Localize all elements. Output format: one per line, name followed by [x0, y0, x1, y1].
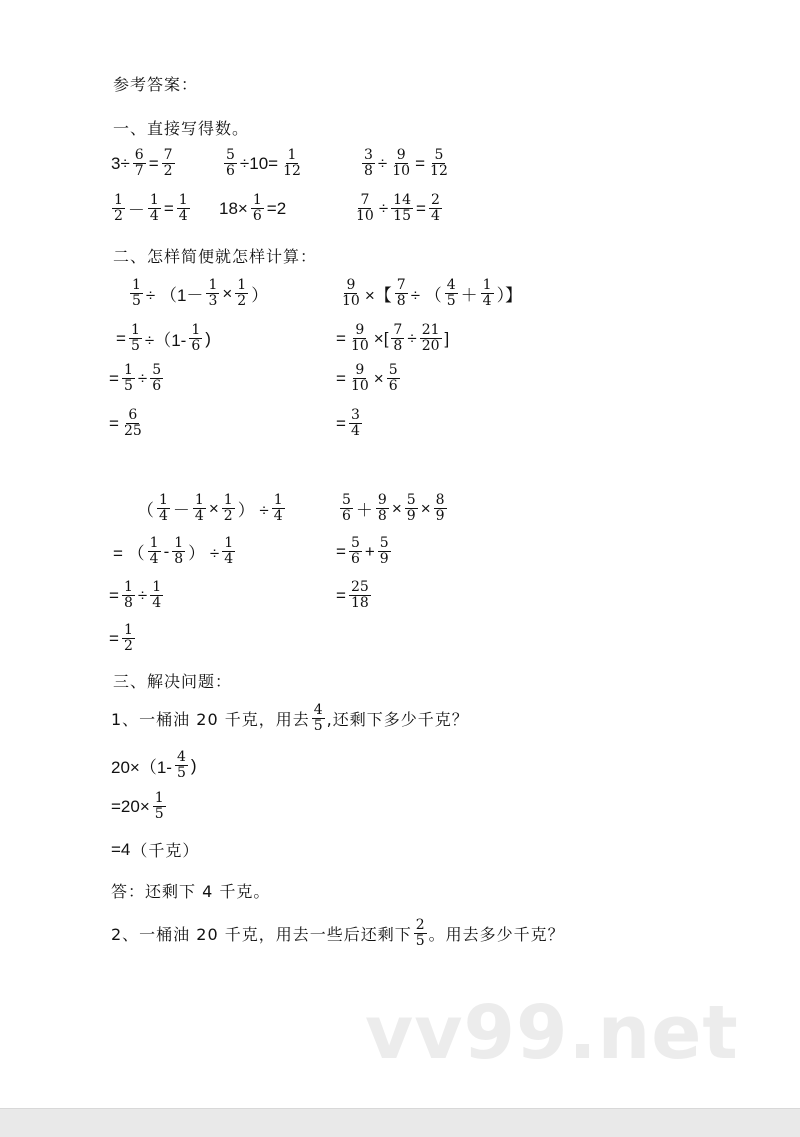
math-expression — [110, 750, 198, 781]
expression-text: 2、一桶油 20 千克，用去一些后还剩下 — [111, 925, 412, 944]
numerator: 1 — [114, 192, 123, 208]
numerator: 1 — [273, 492, 283, 508]
math-expression — [115, 323, 212, 354]
fraction — [224, 148, 237, 179]
fraction — [222, 536, 235, 567]
denominator: 4 — [194, 508, 204, 524]
numerator: 2 — [415, 917, 425, 933]
denominator: 2 — [163, 163, 173, 179]
math-expression — [108, 363, 165, 394]
denominator: 15 — [393, 208, 411, 224]
fraction — [193, 493, 206, 524]
fraction — [349, 408, 362, 439]
numerator: 14 — [393, 192, 411, 208]
expression-text: ) — [205, 328, 211, 348]
denominator: 18 — [350, 595, 369, 611]
expression-text: = — [116, 328, 126, 348]
denominator: 2 — [237, 293, 247, 309]
numerator: 5 — [350, 535, 360, 551]
fraction — [405, 493, 418, 524]
expression-text: － — [172, 501, 190, 520]
numerator: 8 — [435, 492, 445, 508]
fraction — [395, 278, 408, 309]
fraction — [340, 493, 353, 524]
denominator: 4 — [430, 208, 440, 224]
denominator: 20 — [421, 338, 440, 354]
fraction — [235, 278, 248, 309]
numerator: 1 — [149, 192, 159, 208]
expression-text: ÷10= — [239, 153, 279, 173]
fraction — [251, 193, 264, 224]
fraction — [391, 323, 404, 354]
expression-text: ÷ （1－ — [145, 286, 204, 305]
fraction — [378, 536, 391, 567]
numerator: 4 — [176, 749, 186, 765]
denominator: 5 — [154, 806, 164, 822]
fraction — [414, 918, 427, 949]
fraction — [112, 193, 125, 224]
math-expression — [335, 323, 450, 354]
expression-text: ÷ — [378, 198, 389, 218]
expression-text: = — [109, 628, 119, 648]
denominator: 10 — [356, 208, 374, 224]
expression-text: - — [163, 541, 170, 561]
numerator: 1 — [152, 579, 162, 595]
denominator: 4 — [159, 508, 168, 524]
denominator: 4 — [178, 208, 188, 224]
fraction — [481, 278, 494, 309]
expression-text: ） ÷ — [237, 501, 269, 520]
expression-text: ）】 — [496, 286, 523, 305]
expression-text: ＋ — [460, 286, 478, 305]
expression-text: ÷（1- — [144, 331, 187, 350]
numerator: 3 — [364, 147, 373, 163]
expression-text: =4 — [111, 839, 131, 859]
fraction — [391, 193, 413, 224]
fraction — [445, 278, 458, 309]
numerator: 1 — [224, 535, 234, 551]
expression-text: （ — [137, 501, 154, 520]
fraction — [150, 580, 163, 611]
expression-text: = — [109, 413, 119, 433]
numerator: 4 — [446, 277, 456, 293]
fraction — [376, 493, 389, 524]
q1-answer: 答：还剩下 4 千克。 — [111, 882, 271, 901]
expression-text: × — [373, 368, 384, 388]
denominator: 25 — [123, 423, 142, 439]
math-expression — [110, 193, 192, 224]
expression-text: ÷ — [137, 585, 148, 605]
numerator: 1 — [191, 322, 201, 338]
numerator: 1 — [159, 492, 168, 508]
watermark: vv99.net — [365, 990, 739, 1076]
math-expression — [112, 536, 237, 567]
denominator: 2 — [123, 638, 133, 654]
denominator: 6 — [226, 163, 235, 179]
fraction — [122, 363, 135, 394]
expression-text: = — [336, 413, 346, 433]
denominator: 6 — [388, 378, 398, 394]
fraction — [428, 148, 450, 179]
denominator: 4 — [273, 508, 283, 524]
denominator: 8 — [396, 293, 406, 309]
math-expression — [338, 278, 523, 309]
fraction — [362, 148, 375, 179]
expression-text: = — [336, 585, 346, 605]
numerator: 9 — [346, 277, 356, 293]
expression-text: × — [391, 498, 402, 518]
fraction — [177, 193, 190, 224]
fraction — [133, 148, 146, 179]
math-expression — [352, 193, 444, 224]
expression-text: = — [109, 585, 119, 605]
math-expression — [110, 838, 199, 861]
section1-heading: 一、直接写得数。 — [113, 119, 250, 138]
denominator: 5 — [415, 933, 425, 949]
math-expression — [110, 791, 168, 822]
denominator: 9 — [406, 508, 416, 524]
expression-text: = — [336, 368, 346, 388]
fraction — [387, 363, 400, 394]
fraction — [175, 750, 188, 781]
denominator: 7 — [134, 163, 144, 179]
fraction — [349, 363, 371, 394]
fraction — [122, 623, 135, 654]
expression-text: = — [416, 198, 426, 218]
expression-text: ＋ — [355, 501, 373, 520]
numerator: 5 — [406, 492, 416, 508]
numerator: 9 — [355, 322, 365, 338]
numerator: 1 — [132, 277, 141, 293]
denominator: 4 — [224, 551, 234, 567]
numerator: 1 — [123, 362, 133, 378]
expression-text: ÷ — [137, 368, 148, 388]
denominator: 12 — [430, 163, 448, 179]
math-expression — [360, 148, 452, 179]
fraction — [349, 536, 362, 567]
section3-heading: 三、解决问题： — [113, 672, 233, 691]
numerator: 1 — [194, 492, 204, 508]
denominator: 4 — [482, 293, 492, 309]
expression-text: = — [336, 541, 346, 561]
math-expression — [108, 580, 165, 611]
numerator: 6 — [134, 147, 144, 163]
denominator: 5 — [313, 718, 323, 734]
denominator: 12 — [283, 163, 301, 179]
numerator: 25 — [350, 579, 369, 595]
math-expression — [128, 278, 269, 309]
numerator: 1 — [287, 147, 297, 163]
section2-heading: 二、怎样简便就怎样计算： — [113, 247, 318, 266]
denominator: 5 — [123, 378, 133, 394]
numerator: 1 — [130, 322, 140, 338]
fraction — [150, 363, 163, 394]
denominator: 6 — [350, 551, 360, 567]
denominator: 5 — [446, 293, 456, 309]
fraction — [129, 323, 142, 354]
numerator: 9 — [396, 147, 406, 163]
expression-text: ×[ — [373, 328, 389, 348]
fraction — [162, 148, 175, 179]
numerator: 1 — [149, 535, 159, 551]
expression-text: ÷ （ — [410, 286, 442, 305]
expression-text: 3÷ — [111, 153, 130, 173]
denominator: 9 — [435, 508, 445, 524]
denominator: 10 — [350, 378, 369, 394]
numerator: 7 — [393, 322, 403, 338]
fraction — [312, 703, 325, 734]
expression-text: =2 — [266, 198, 287, 218]
expression-text: 。用去多少千克？ — [428, 925, 565, 944]
expression-text: ×【 — [364, 286, 392, 305]
math-expression — [111, 703, 469, 734]
math-expression — [111, 918, 565, 949]
numerator: 3 — [350, 407, 360, 423]
denominator: 8 — [377, 508, 387, 524]
expression-text: ) — [190, 755, 197, 775]
denominator: 4 — [149, 208, 159, 224]
bottom-bar — [0, 1108, 800, 1137]
expression-text: （千克） — [131, 841, 200, 860]
numerator: 1 — [482, 277, 492, 293]
expression-text: =20× — [111, 796, 150, 816]
numerator: 4 — [313, 702, 323, 718]
denominator: 5 — [132, 293, 141, 309]
math-expression — [110, 148, 177, 179]
expression-text: = — [148, 153, 159, 173]
expression-text: 18× — [219, 198, 248, 218]
numerator: 1 — [223, 492, 233, 508]
math-expression — [335, 408, 364, 439]
denominator: 4 — [149, 551, 159, 567]
expression-text: = （ — [113, 544, 145, 563]
denominator: 8 — [393, 338, 403, 354]
math-expression — [108, 623, 137, 654]
expression-text: × — [420, 498, 431, 518]
denominator: 6 — [152, 378, 162, 394]
numerator: 1 — [178, 192, 188, 208]
numerator: 5 — [342, 492, 351, 508]
fraction — [222, 493, 235, 524]
fraction — [272, 493, 285, 524]
denominator: 10 — [392, 163, 411, 179]
expression-text: ÷ — [407, 328, 417, 348]
math-expression — [335, 580, 373, 611]
denominator: 5 — [130, 338, 140, 354]
numerator: 5 — [388, 362, 398, 378]
numerator: 5 — [379, 535, 389, 551]
numerator: 7 — [360, 192, 370, 208]
fraction — [349, 580, 371, 611]
expression-text: × — [222, 283, 233, 303]
expression-text: 20×（1- — [111, 758, 172, 777]
expression-text: ） — [251, 286, 269, 305]
fraction — [340, 278, 362, 309]
numerator: 5 — [152, 362, 162, 378]
math-expression — [335, 363, 402, 394]
denominator: 3 — [208, 293, 218, 309]
fraction — [172, 536, 185, 567]
fraction — [189, 323, 202, 354]
denominator: 2 — [223, 508, 233, 524]
expression-text: = — [109, 368, 119, 388]
denominator: 2 — [114, 208, 123, 224]
numerator: 1 — [252, 192, 262, 208]
numerator: 1 — [174, 535, 184, 551]
denominator: 6 — [342, 508, 351, 524]
fraction — [148, 193, 161, 224]
denominator: 9 — [379, 551, 389, 567]
expression-text: = — [163, 198, 174, 218]
expression-text: = — [415, 153, 426, 173]
fraction — [122, 580, 135, 611]
numerator: 6 — [128, 407, 138, 423]
expression-text: + — [364, 541, 375, 561]
numerator: 5 — [434, 147, 444, 163]
denominator: 4 — [152, 595, 162, 611]
fraction — [153, 791, 166, 822]
denominator: 10 — [350, 338, 369, 354]
numerator: 1 — [123, 622, 133, 638]
expression-text: ÷ — [377, 153, 388, 173]
denominator: 10 — [342, 293, 360, 309]
math-expression — [108, 408, 146, 439]
expression-text: = — [336, 328, 346, 348]
fraction — [281, 148, 303, 179]
math-expression — [222, 148, 305, 179]
denominator: 5 — [176, 765, 186, 781]
denominator: 8 — [123, 595, 133, 611]
fraction — [434, 493, 447, 524]
numerator: 7 — [396, 277, 406, 293]
math-expression — [338, 493, 449, 524]
denominator: 6 — [252, 208, 262, 224]
math-expression — [136, 493, 287, 524]
expression-text: ） ÷ — [188, 544, 220, 563]
expression-text: － — [127, 201, 145, 220]
fraction — [429, 193, 442, 224]
math-expression — [335, 536, 393, 567]
numerator: 5 — [226, 147, 235, 163]
expression-text: 1、一桶油 20 千克，用去 — [111, 710, 310, 729]
numerator: 9 — [355, 362, 365, 378]
math-expression — [218, 193, 287, 224]
expression-text: ] — [444, 328, 450, 348]
numerator: 2 — [430, 192, 440, 208]
numerator: 9 — [377, 492, 387, 508]
fraction — [148, 536, 161, 567]
denominator: 8 — [174, 551, 184, 567]
fraction — [420, 323, 442, 354]
answer-title: 参考答案： — [113, 75, 199, 94]
fraction — [122, 408, 144, 439]
numerator: 1 — [123, 579, 133, 595]
expression-text: ,还剩下多少千克？ — [326, 710, 469, 729]
denominator: 6 — [191, 338, 201, 354]
expression-text: × — [208, 498, 219, 518]
fraction — [206, 278, 219, 309]
fraction — [354, 193, 376, 224]
denominator: 4 — [350, 423, 360, 439]
denominator: 8 — [364, 163, 373, 179]
fraction — [390, 148, 412, 179]
numerator: 21 — [421, 322, 440, 338]
fraction — [349, 323, 371, 354]
numerator: 1 — [208, 277, 218, 293]
numerator: 1 — [154, 790, 164, 806]
fraction — [130, 278, 143, 309]
numerator: 7 — [163, 147, 173, 163]
numerator: 1 — [237, 277, 247, 293]
fraction — [157, 493, 170, 524]
